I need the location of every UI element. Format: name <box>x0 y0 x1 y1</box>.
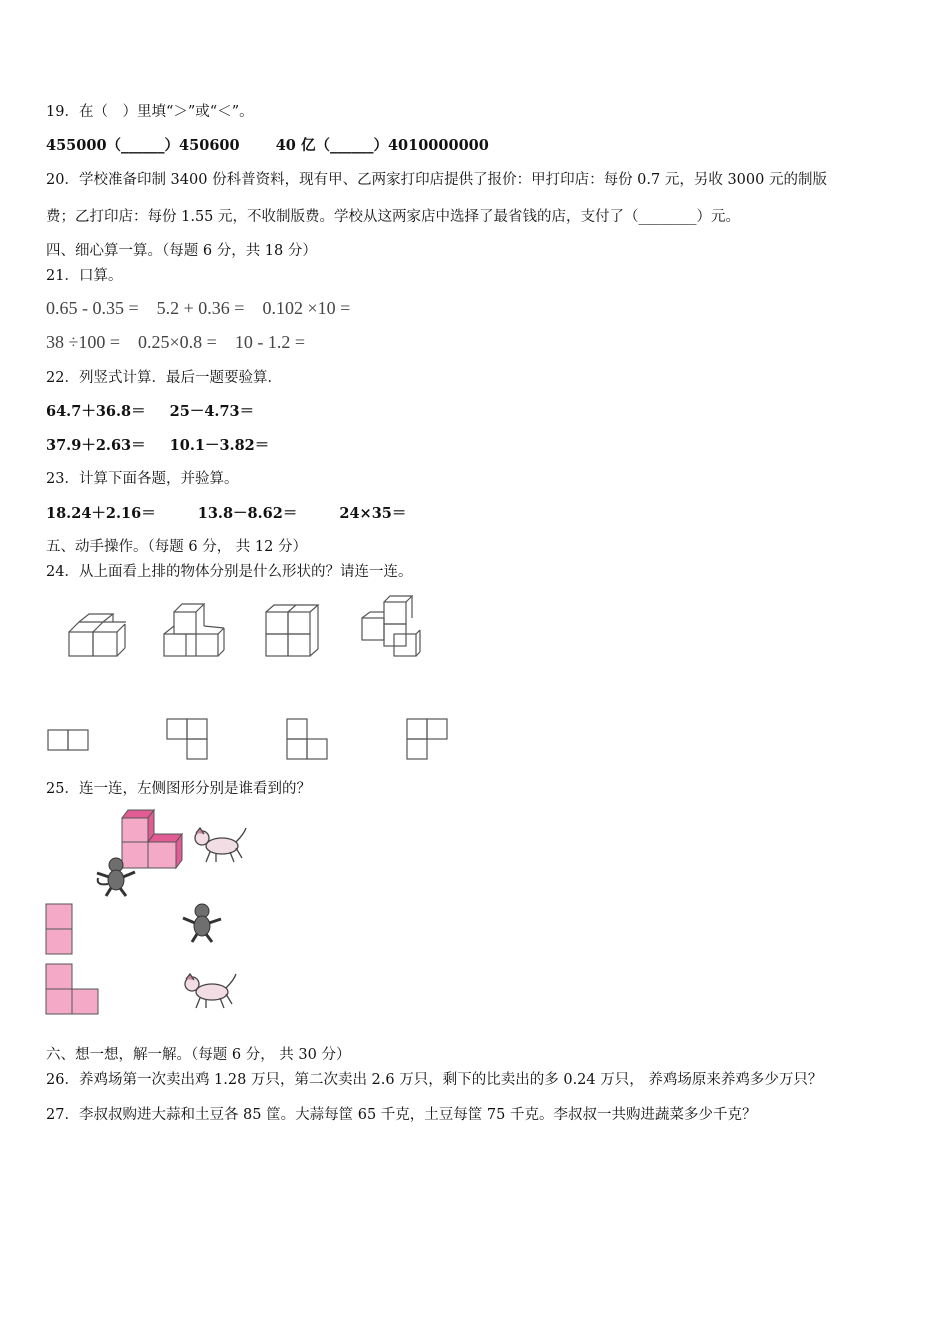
section4-title: 四、细心算一算。（每题 6 分，共 18 分） <box>46 243 317 259</box>
monkey-icon[interactable] <box>180 902 226 944</box>
q24-view-2[interactable] <box>166 718 212 762</box>
q22-row2 <box>46 436 269 456</box>
q19-right-b: 4010000000 <box>387 137 489 154</box>
q21-prompt: 21．口算。 <box>46 268 123 284</box>
q22-row1 <box>46 402 254 422</box>
q20-line2: 费；乙打印店：每份 1.55 元，不收制版费。学校从这两家店中选择了最省钱的店，支付了（________）元。 <box>46 209 740 225</box>
q23-row <box>46 504 406 524</box>
q25-shape-l[interactable] <box>45 963 101 1015</box>
q19-compare-row <box>46 136 489 156</box>
q21-item: 5.2 + 0.36 = <box>156 298 245 318</box>
q24-object-4[interactable] <box>358 594 424 660</box>
q21-item: 0.65 - 0.35 = <box>46 298 139 318</box>
q24-object-2[interactable] <box>160 600 226 662</box>
section5-title: 五、动手操作。（每题 6 分， 共 12 分） <box>46 539 307 555</box>
q23-prompt: 23．计算下面各题，并验算。 <box>46 471 239 487</box>
q19-prompt: 19．在（ ）里填“＞”或“＜”。 <box>46 104 254 120</box>
q24-view-1[interactable] <box>47 729 91 753</box>
q23-item: 24×35＝ <box>339 505 407 522</box>
q24-object-3[interactable] <box>262 602 322 660</box>
q23-item: 13.8－8.62＝ <box>197 505 298 522</box>
q19-blank-b[interactable]: （______） <box>315 137 388 154</box>
q24-view-3[interactable] <box>286 718 332 762</box>
q22-prompt: 22．列竖式计算．最后一题要验算． <box>46 370 282 386</box>
q21-item: 10 - 1.2 = <box>234 332 305 352</box>
q19-left-a: 455000 <box>46 137 107 154</box>
q23-item: 18.24＋2.16＝ <box>46 505 156 522</box>
q21-row2 <box>46 332 305 352</box>
section6-title: 六、想一想，解一解。（每题 6 分， 共 30 分） <box>46 1047 351 1063</box>
q26-text: 26．养鸡场第一次卖出鸡 1.28 万只，第二次卖出 2.6 万只，剩下的比卖出的多 0.24 万只， 养鸡场原来养鸡多少万只？ <box>46 1072 823 1088</box>
q24-object-1[interactable] <box>66 612 126 660</box>
q25-prompt: 25．连一连，左侧图形分别是谁看到的？ <box>46 781 311 797</box>
q21-item: 0.25×0.8 = <box>138 332 217 352</box>
q25-shape-vertical[interactable] <box>45 903 75 955</box>
q19-blank-a[interactable]: （______） <box>106 137 180 154</box>
q21-item: 0.102 ×10 = <box>262 298 351 318</box>
q19-right-a: 450600 <box>179 137 240 154</box>
q20-line1: 20．学校准备印制 3400 份科普资料，现有甲、乙两家打印店提供了报价：甲打印店：每份 0.7 元，另收 3000 元的制版 <box>46 172 827 188</box>
q22-item: 37.9＋2.63＝ <box>46 437 146 454</box>
q24-view-4[interactable] <box>406 718 452 762</box>
q22-item: 10.1－3.82＝ <box>169 437 270 454</box>
q19-left-b: 40 亿 <box>275 137 316 154</box>
dog-icon[interactable] <box>180 970 238 1010</box>
q22-item: 25－4.73＝ <box>169 403 255 420</box>
q21-row1 <box>46 298 350 318</box>
q21-item: 38 ÷100 = <box>46 332 121 352</box>
monkey-icon <box>92 856 138 898</box>
q27-text: 27．李叔叔购进大蒜和土豆各 85 筐。大蒜每筐 65 千克，土豆每筐 75 千克。李叔叔一共购进蔬菜多少千克？ <box>46 1107 757 1123</box>
dog-icon <box>190 824 248 864</box>
q22-item: 64.7＋36.8＝ <box>46 403 146 420</box>
q24-prompt: 24．从上面看上排的物体分别是什么形状的？请连一连。 <box>46 564 413 580</box>
